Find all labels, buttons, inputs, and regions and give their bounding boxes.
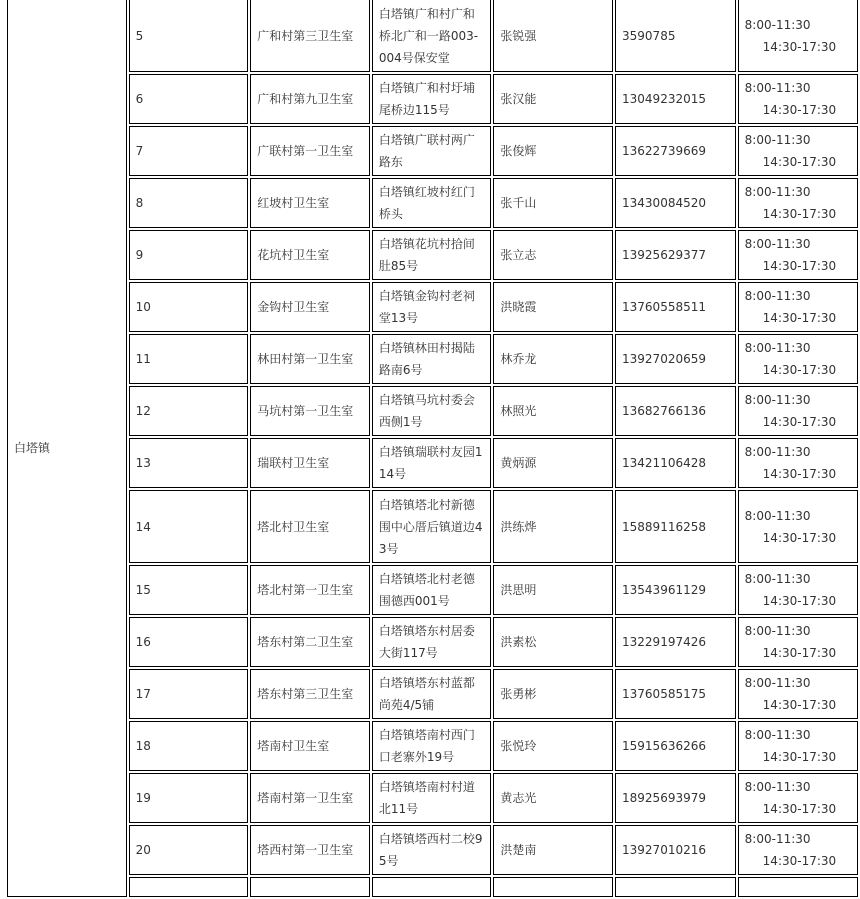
hours-cell — [738, 565, 858, 615]
phone-cell: 13927020659 — [615, 334, 736, 384]
address-cell: 白塔镇塔南村村道北11号 — [372, 773, 492, 823]
address-cell: 白塔镇塔东村蓝都尚苑4/5铺 — [372, 669, 492, 719]
contact-person-cell: 张俊辉 — [493, 126, 613, 176]
address-cell: 白塔镇塔东村居委大街117号 — [372, 617, 492, 667]
table-row — [7, 721, 858, 771]
morning-hours: 8:00-11:30 — [744, 832, 811, 846]
contact-person-cell: 张立志 — [493, 230, 613, 280]
table-row-partial — [7, 877, 858, 897]
afternoon-hours: 14:30-17:30 — [762, 594, 837, 608]
phone-cell: 13622739669 — [615, 126, 736, 176]
hours-cell — [738, 334, 858, 384]
afternoon-hours: 14:30-17:30 — [762, 854, 837, 868]
phone-cell: 15889116258 — [615, 490, 736, 563]
clinic-table-wrapper — [5, 0, 860, 899]
phone-cell: 13049232015 — [615, 74, 736, 124]
row-number-cell: 8 — [129, 178, 249, 228]
afternoon-hours: 14:30-17:30 — [762, 39, 837, 54]
table-row — [7, 334, 858, 384]
row-number-cell: 10 — [129, 282, 249, 332]
contact-person-cell: 林乔龙 — [493, 334, 613, 384]
hours-cell — [738, 825, 858, 875]
row-number-cell: 12 — [129, 386, 249, 436]
phone-cell: 13760558511 — [615, 282, 736, 332]
phone-cell: 13760585175 — [615, 669, 736, 719]
contact-person-cell: 洪思明 — [493, 565, 613, 615]
afternoon-hours: 14:30-17:30 — [762, 311, 837, 325]
morning-hours: 8:00-11:30 — [744, 508, 811, 523]
phone-cell: 13682766136 — [615, 386, 736, 436]
hours-cell — [738, 617, 858, 667]
address-cell: 白塔镇广联村两广路东 — [372, 126, 492, 176]
empty-cell — [738, 877, 858, 897]
contact-person-cell: 张锐强 — [493, 0, 613, 72]
morning-hours: 8:00-11:30 — [744, 445, 811, 459]
contact-person-cell: 张勇彬 — [493, 669, 613, 719]
afternoon-hours: 14:30-17:30 — [762, 646, 837, 660]
address-cell: 白塔镇广和村圩埔尾桥边115号 — [372, 74, 492, 124]
table-row — [7, 669, 858, 719]
afternoon-hours: 14:30-17:30 — [762, 467, 837, 481]
hours-cell — [738, 669, 858, 719]
clinic-name-cell: 塔东村第二卫生室 — [250, 617, 370, 667]
clinic-name-cell: 塔东村第三卫生室 — [250, 669, 370, 719]
row-number-cell: 19 — [129, 773, 249, 823]
phone-cell: 13927010216 — [615, 825, 736, 875]
contact-person-cell: 张千山 — [493, 178, 613, 228]
phone-cell: 13543961129 — [615, 565, 736, 615]
clinic-name-cell: 花坑村卫生室 — [250, 230, 370, 280]
morning-hours: 8:00-11:30 — [744, 393, 811, 407]
afternoon-hours: 14:30-17:30 — [762, 259, 837, 273]
row-number-cell: 5 — [129, 0, 249, 72]
morning-hours: 8:00-11:30 — [744, 237, 811, 251]
phone-cell: 3590785 — [615, 0, 736, 72]
row-number-cell: 16 — [129, 617, 249, 667]
table-row — [7, 178, 858, 228]
row-number-cell: 17 — [129, 669, 249, 719]
table-row — [7, 74, 858, 124]
clinic-name-cell: 瑞联村卫生室 — [250, 438, 370, 488]
phone-cell: 13421106428 — [615, 438, 736, 488]
morning-hours: 8:00-11:30 — [744, 341, 811, 355]
row-number-cell: 18 — [129, 721, 249, 771]
row-number-cell: 7 — [129, 126, 249, 176]
contact-person-cell: 林照光 — [493, 386, 613, 436]
afternoon-hours: 14:30-17:30 — [762, 530, 837, 545]
clinic-name-cell: 林田村第一卫生室 — [250, 334, 370, 384]
phone-cell: 13430084520 — [615, 178, 736, 228]
morning-hours: 8:00-11:30 — [744, 133, 811, 147]
hours-cell — [738, 0, 858, 72]
contact-person-cell: 张悦玲 — [493, 721, 613, 771]
afternoon-hours: 14:30-17:30 — [762, 750, 837, 764]
morning-hours: 8:00-11:30 — [744, 185, 811, 199]
contact-person-cell: 洪素松 — [493, 617, 613, 667]
contact-person-cell: 黄炳源 — [493, 438, 613, 488]
town-cell: 白塔镇 — [7, 0, 127, 897]
morning-hours: 8:00-11:30 — [744, 676, 811, 690]
address-cell: 白塔镇金钩村老祠堂13号 — [372, 282, 492, 332]
hours-cell — [738, 386, 858, 436]
table-row — [7, 0, 858, 72]
empty-cell — [129, 877, 249, 897]
contact-person-cell: 张汉能 — [493, 74, 613, 124]
phone-cell: 15915636266 — [615, 721, 736, 771]
afternoon-hours: 14:30-17:30 — [762, 207, 837, 221]
hours-cell — [738, 178, 858, 228]
clinic-name-cell: 广和村第九卫生室 — [250, 74, 370, 124]
clinic-name-cell: 红坡村卫生室 — [250, 178, 370, 228]
clinic-name-cell: 马坑村第一卫生室 — [250, 386, 370, 436]
row-number-cell: 9 — [129, 230, 249, 280]
clinic-name-cell: 塔南村卫生室 — [250, 721, 370, 771]
table-row — [7, 773, 858, 823]
contact-person-cell: 洪楚南 — [493, 825, 613, 875]
afternoon-hours: 14:30-17:30 — [762, 363, 837, 377]
phone-cell: 13229197426 — [615, 617, 736, 667]
morning-hours: 8:00-11:30 — [744, 780, 811, 794]
clinic-name-cell: 塔北村第一卫生室 — [250, 565, 370, 615]
contact-person-cell: 洪练烨 — [493, 490, 613, 563]
clinic-name-cell: 广和村第三卫生室 — [250, 0, 370, 72]
hours-cell — [738, 490, 858, 563]
morning-hours: 8:00-11:30 — [744, 728, 811, 742]
row-number-cell: 14 — [129, 490, 249, 563]
hours-cell — [738, 773, 858, 823]
contact-person-cell: 洪晓霞 — [493, 282, 613, 332]
phone-cell: 18925693979 — [615, 773, 736, 823]
address-cell: 白塔镇塔西村二校95号 — [372, 825, 492, 875]
clinic-name-cell: 金钩村卫生室 — [250, 282, 370, 332]
row-number-cell: 6 — [129, 74, 249, 124]
afternoon-hours: 14:30-17:30 — [762, 103, 837, 117]
hours-cell — [738, 721, 858, 771]
morning-hours: 8:00-11:30 — [744, 572, 811, 586]
hours-cell — [738, 438, 858, 488]
clinic-name-cell: 塔西村第一卫生室 — [250, 825, 370, 875]
hours-cell — [738, 282, 858, 332]
table-row — [7, 230, 858, 280]
afternoon-hours: 14:30-17:30 — [762, 802, 837, 816]
table-row — [7, 282, 858, 332]
row-number-cell: 11 — [129, 334, 249, 384]
address-cell: 白塔镇塔北村老德围德西001号 — [372, 565, 492, 615]
empty-cell — [493, 877, 613, 897]
table-row — [7, 825, 858, 875]
morning-hours: 8:00-11:30 — [744, 17, 811, 32]
clinic-name-cell: 塔北村卫生室 — [250, 490, 370, 563]
address-cell: 白塔镇红坡村红门桥头 — [372, 178, 492, 228]
table-row — [7, 490, 858, 563]
row-number-cell: 20 — [129, 825, 249, 875]
address-cell: 白塔镇马坑村委会西侧1号 — [372, 386, 492, 436]
afternoon-hours: 14:30-17:30 — [762, 415, 837, 429]
morning-hours: 8:00-11:30 — [744, 81, 811, 95]
morning-hours: 8:00-11:30 — [744, 624, 811, 638]
morning-hours: 8:00-11:30 — [744, 289, 811, 303]
clinic-table-body — [7, 0, 858, 897]
afternoon-hours: 14:30-17:30 — [762, 698, 837, 712]
empty-cell — [250, 877, 370, 897]
row-number-cell: 15 — [129, 565, 249, 615]
address-cell: 白塔镇塔北村新德围中心厝后镇道边43号 — [372, 490, 492, 563]
empty-cell — [615, 877, 736, 897]
address-cell: 白塔镇花坑村拾间肚85号 — [372, 230, 492, 280]
contact-person-cell: 黄志光 — [493, 773, 613, 823]
table-row — [7, 617, 858, 667]
table-row — [7, 386, 858, 436]
hours-cell — [738, 230, 858, 280]
clinic-name-cell: 塔南村第一卫生室 — [250, 773, 370, 823]
hours-cell — [738, 126, 858, 176]
address-cell: 白塔镇瑞联村友园114号 — [372, 438, 492, 488]
row-number-cell: 13 — [129, 438, 249, 488]
afternoon-hours: 14:30-17:30 — [762, 155, 837, 169]
address-cell: 白塔镇林田村揭陆路南6号 — [372, 334, 492, 384]
address-cell: 白塔镇塔南村西门口老寨外19号 — [372, 721, 492, 771]
phone-cell: 13925629377 — [615, 230, 736, 280]
table-row — [7, 438, 858, 488]
clinic-name-cell: 广联村第一卫生室 — [250, 126, 370, 176]
table-row — [7, 565, 858, 615]
table-row — [7, 126, 858, 176]
address-cell: 白塔镇广和村广和桥北广和一路003-004号保安堂 — [372, 0, 492, 72]
hours-cell — [738, 74, 858, 124]
clinic-table — [5, 0, 860, 899]
empty-cell — [372, 877, 492, 897]
